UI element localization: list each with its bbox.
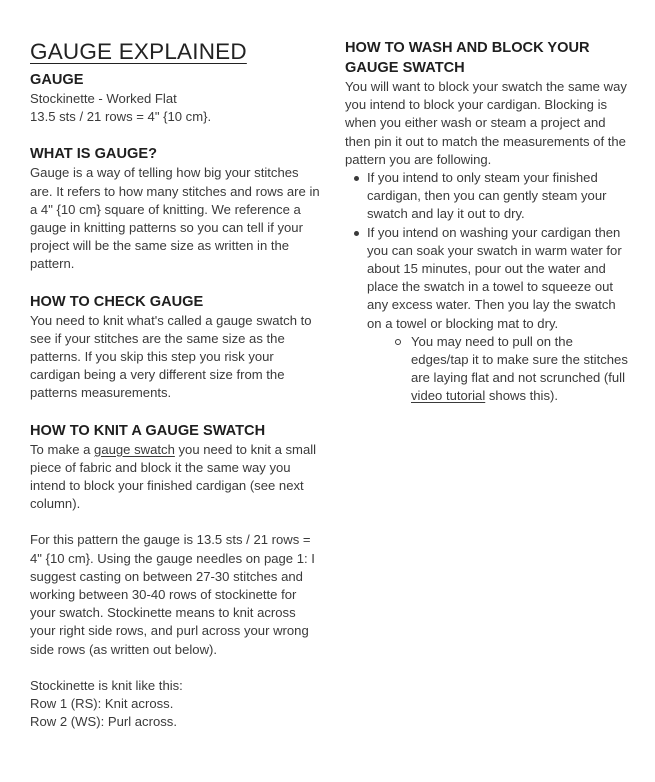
knit-swatch-paragraph-2: For this pattern the gauge is 13.5 sts / 21 rows = 4" {10 cm}. Using the gauge needles on page 1: I suggest casting on between 27-30 stitches and working between 30-40 rows of stockinette for your swatch. Stockinette means to knit across your right side rows, and purl across your wrong side rows (as written out below). [30, 532, 315, 657]
what-is-gauge-heading: WHAT IS GAUGE? [30, 146, 158, 163]
left-column [30, 38, 322, 731]
gauge-stitch-type: Stockinette - Worked Flat [30, 91, 177, 106]
knit-swatch-section [30, 421, 322, 732]
sub-item-text-pre: You may need to pull on the edges/tap it to make sure the stitches are laying flat and not scrunched (full [411, 333, 628, 386]
sub-item-text-post: shows this). [485, 388, 559, 404]
check-gauge-section [30, 292, 322, 403]
check-gauge-heading: HOW TO CHECK GAUGE [30, 293, 204, 310]
sub-list-item-pull-edges [389, 333, 630, 406]
knit-swatch-text-post: you need to knit a small piece of fabric and block it the same way you intend to block your finished cardigan (see next column). [30, 441, 317, 512]
knit-swatch-heading: HOW TO KNIT A GAUGE SWATCH [30, 422, 266, 439]
what-is-gauge-text: Gauge is a way of telling how big your stitches are. It refers to how many stitches and rows are in a 4" {10 cm} square of knitting. We reference a gauge in knitting patterns so you can tell if your project will be the same size as written in the pattern. [30, 165, 320, 272]
stockinette-intro: Stockinette is knit like this: [30, 677, 183, 693]
gauge-swatch-link[interactable]: gauge swatch [94, 441, 175, 457]
wash-block-heading: HOW TO WASH AND BLOCK YOUR GAUGE SWATCH [345, 40, 590, 76]
wash-block-text: You will want to block your swatch the same way you intend to block your cardigan. Blocking is when you either wash or steam a project and then pin it out to match the measurements of the pattern you are following. [345, 79, 627, 167]
knit-swatch-text-pre: To make a [30, 441, 95, 457]
page-title: GAUGE EXPLAINED [30, 39, 247, 64]
what-is-gauge-section [30, 144, 322, 273]
list-item-wash-text: If you intend on washing your cardigan then you can soak your swatch in warm water for about 15 minutes, pour out the water and place the swatch in a towel to squeeze out any excess water. Then you lay the swatch on a towel or blocking mat to dry. [367, 224, 622, 331]
list-item-steam: If you intend to only steam your finished cardigan, then you can gently steam your swatch and lay it out to dry. [345, 169, 630, 224]
check-gauge-text: You need to knit what's called a gauge swatch to see if your stitches are the same size as the patterns. If you skip this step you risk your cardigan being a very different size from the patterns measurements. [30, 312, 312, 401]
list-item-wash [345, 224, 630, 406]
video-tutorial-link[interactable]: video tutorial [411, 388, 486, 404]
gauge-heading: GAUGE [30, 72, 84, 88]
right-column [345, 38, 630, 406]
wash-sub-list [367, 333, 630, 406]
row-2-instruction: Row 2 (WS): Purl across. [30, 714, 177, 730]
knit-swatch-paragraph-1 [30, 441, 322, 514]
gauge-measurement: 13.5 sts / 21 rows = 4" {10 cm}. [30, 109, 212, 125]
wash-block-list [345, 169, 630, 406]
row-1-instruction: Row 1 (RS): Knit across. [30, 696, 174, 712]
